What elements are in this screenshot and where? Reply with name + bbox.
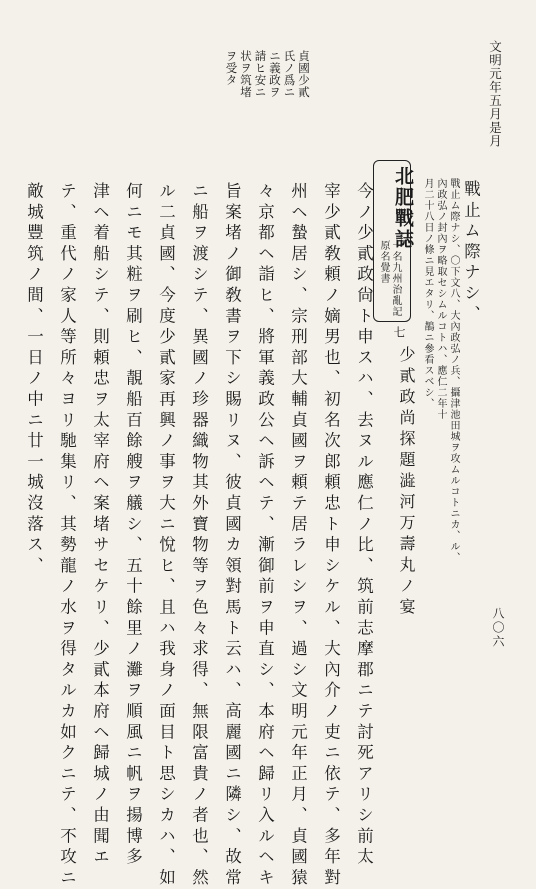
title-subtitle: 一名九州治亂記	[390, 240, 401, 317]
text-column: 州ヘ蟄居シ、宗刑部大輔貞國ヲ頼テ居ラレシヲ、過シ文明元年正月、貞國猿	[288, 182, 308, 889]
column-text: 戰止ム際ナシ、	[461, 180, 481, 326]
text-column: ニ船ヲ渡シテ、異國ノ珍器織物其外寶物等ヲ色々求得、無限富貴ノ者也、然	[189, 182, 209, 889]
head-note-line: 状ヲ筑堵	[239, 50, 253, 98]
text-column: 宰少貳敎頼ノ嫡男也、初名次郎頼忠ト申シケル、大內介ノ吏ニ依テ、多年對	[321, 182, 341, 889]
head-note	[224, 50, 311, 132]
head-note-line: ニ義政ヲ	[268, 50, 282, 98]
text-column: テ、重代ノ家人等所々ヨリ馳集リ、其勢龍ノ水ヲ得タルカ如クニテ、不攻ニ	[57, 182, 77, 889]
head-note-line: 貞國少貳	[297, 50, 311, 98]
text-column: 何ニモ其粧ヲ刷ヒ、靚船百餘艘ヲ艤シ、五十餘里ノ灘ヲ順風ニ帆ヲ揚博多	[123, 182, 143, 869]
head-note-line: 請ヒ安ニ	[253, 50, 268, 98]
section-heading: 少貳政尚探題澁河万壽丸ノ宴	[397, 346, 416, 619]
text-column: 々京都ヘ詣ヒ、將軍義政公ヘ訴ヘテ、漸御前ヲ申直シ、本府ヘ歸リ入ルヘキ	[255, 182, 275, 889]
text-column: 旨案堵ノ御敎書ヲ下シ賜リヌ、彼貞國カ領對馬ト云ハ、高麗國ニ隣シ、故常	[222, 182, 242, 889]
head-note-line: 氏ノ爲ニ	[282, 50, 297, 98]
page-number: 八〇六	[491, 607, 505, 649]
head-note-line: ヲ受タ	[224, 50, 239, 86]
section-title: 北肥戰誌	[392, 166, 414, 250]
text-column: ル二貞國、今度少貳家再興ノ事ヲ大ニ悅ヒ、且ハ我身ノ面目ト思シカハ、如	[156, 182, 176, 889]
text-column: 今ノ少貳政尙ト申スハ、去ヌル應仁ノ比、筑前志摩郡ニテ討死アリシ前太	[354, 182, 374, 869]
running-header: 文明元年五月是月	[487, 40, 503, 148]
text-column: 津ヘ着船シテ、則頼忠ヲ太宰府ヘ案堵サセケリ、少貳本府ヘ歸城ノ由聞エ	[90, 182, 110, 869]
title-subtitle-original: 原名覺書	[378, 240, 389, 284]
text-column	[462, 180, 479, 326]
title-number: 七	[392, 326, 406, 338]
note-line: 月二十八日ノ條ニ見エタリ、鵲ニ參看スベシ、	[422, 178, 433, 409]
note-line: 戰止ム際ナシ、〇下文八、大內政弘ノ兵、攝津池田城ヲ攻ムルコトニカ、ル、	[448, 178, 459, 563]
note-line: 內政弘ノ封內ヲ略取セシムルコトハ、應仁二年十	[435, 178, 446, 420]
text-column: 敵城豐筑ノ間、一日ノ中ニ廿一城沒落ス、	[24, 182, 44, 578]
